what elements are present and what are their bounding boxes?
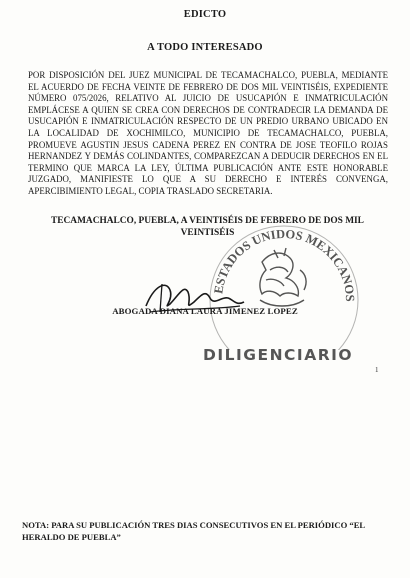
side-mark: 1 [375, 366, 379, 374]
signer-name: ABOGADA DIANA LAURA JIMENEZ LOPEZ [112, 306, 298, 316]
diligenciario-stamp: DILIGENCIARIO [203, 346, 354, 364]
seal-text: ESTADOS UNIDOS MEXICANOS [211, 226, 358, 302]
edict-body: POR DISPOSICIÓN DEL JUEZ MUNICIPAL DE TECAMACHALCO, PUEBLA, MEDIANTE EL ACUERDO DE FECHA VEINTE DE FEBRERO DE DOS MIL VEINTISÉIS, EXPEDIENTE NÚMERO 075/2026, RELATIVO AL JUICIO DE USUCAPIÓN E INMATRICULACIÓN EMPLÁCESE A QUIEN SE CREA CON DERECHOS DE CONTRADECIR LA DEMANDA DE USUCAPIÓN E INMATRICULACIÓN RESPECTO DE UN PREDIO URBANO UBICADO EN LA LOCALIDAD DE XOCHIMILCO, MUNICIPIO DE TECAMACHALCO, PUEBLA, PROMUEVE AGUSTIN JESUS CADENA PEREZ EN CONTRA DE JOSE TEOFILO ROJAS HERNANDEZ Y DEMÁS COLINDANTES, COMPAREZCAN A DEDUCIR DERECHOS EN EL TERMINO QUE MARCA LA LEY, ÚLTIMA PUBLICACIÓN ANTE ESTE HONORABLE JUZGADO, MANIFIESTE LO QUE A SU DERECHO E INTERÉS CONVENGA, APERCIBIMIENTO LEGAL, COPIA TRASLADO SECRETARIA. [28, 70, 388, 196]
eagle-emblem-icon [260, 248, 306, 306]
publication-note: NOTA: PARA SU PUBLICACIÓN TRES DIAS CONSECUTIVOS EN EL PERIÓDICO “EL HERALDO DE PUEBLA” [22, 520, 365, 542]
place-and-date: TECAMACHALCO, PUEBLA, A VEINTISÉIS DE FEBRERO DE DOS MIL VEINTISÉIS [51, 216, 364, 238]
document-title: EDICTO [183, 9, 227, 20]
document-subtitle: A TODO INTERESADO [147, 42, 263, 53]
